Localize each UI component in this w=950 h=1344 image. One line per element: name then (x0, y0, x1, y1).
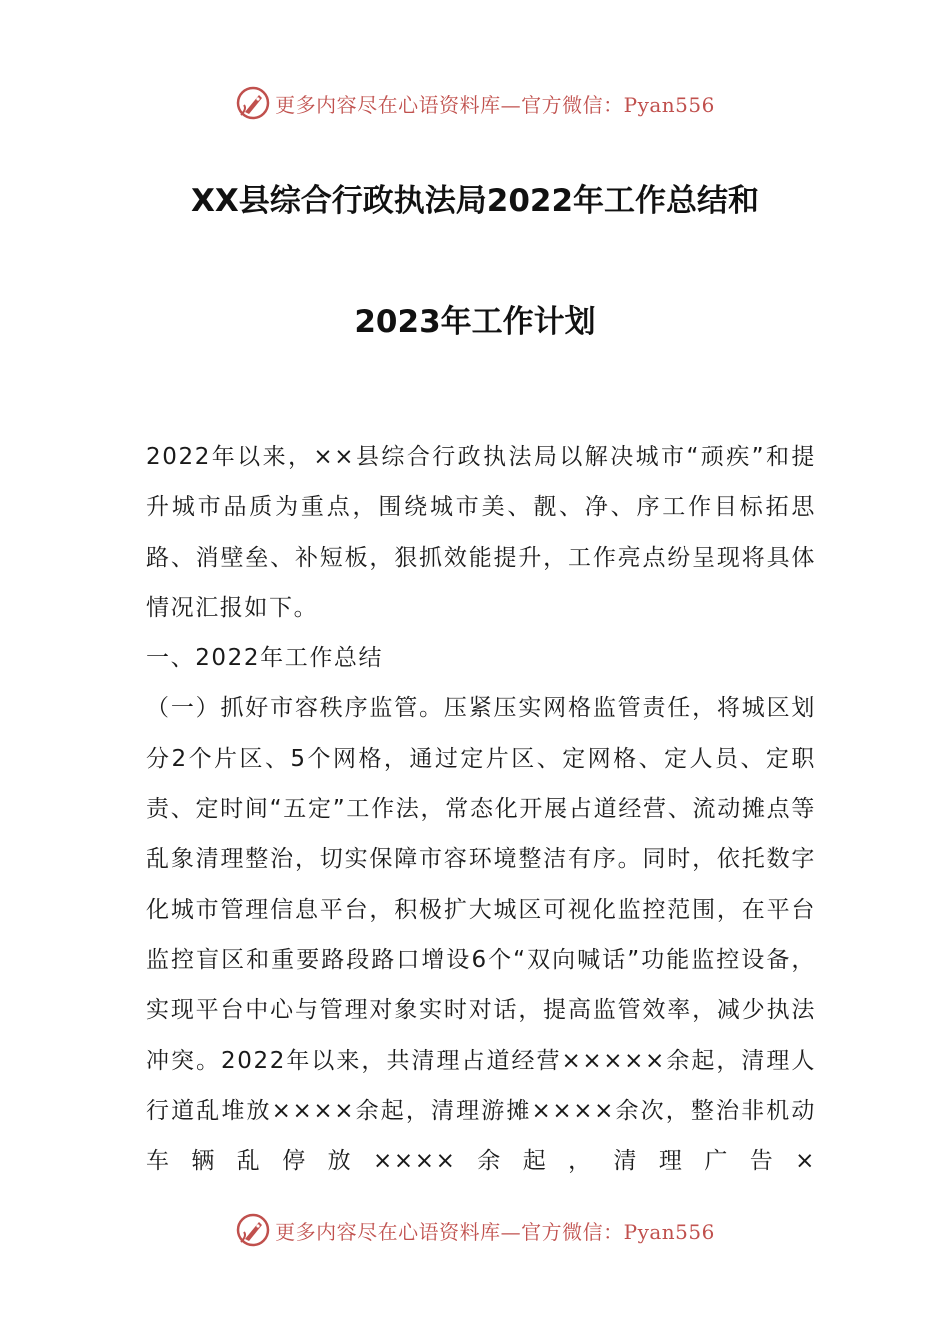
header-watermark (0, 83, 950, 123)
footer-watermark (0, 1210, 950, 1250)
document-title-line-2: 2023年工作计划 (354, 304, 596, 340)
pen-nib-logo-icon (235, 1212, 271, 1248)
document-title-line-1: XX县综合行政执法局2022年工作总结和 (190, 183, 760, 219)
intro-paragraph: 2022年以来，××县综合行政执法局以解决城市“顽疾”和提升城市品质为重点，围绕城市美、靓、净、序工作目标拓思路、消壁垒、补短板，狠抓效能提升，工作亮点纷呈现将具体情况汇报如下。 (146, 444, 816, 621)
watermark-text: 更多内容尽在心语资料库—官方微信：Pyan556 (275, 92, 715, 117)
section-item-paragraph: （一）抓好市容秩序监管。压紧压实网格监管责任，将城区划分2个片区、5个网格，通过定片区、定网格、定人员、定职责、定时间“五定”工作法，常态化开展占道经营、流动摊点等乱象清理整治，切实保障市容环境整洁有序。同时，依托数字化城市管理信息平台，积极扩大城区可视化监控范围，在平台监控盲区和重要路段路口增设6个“双向喊话”功能监控设备，实现平台中心与管理对象实时对话，提高监管效率，减少执法冲突。2022年以来，共清理占道经营×××××余起，清理人行道乱堆放××××余起，清理游摊××××余次，整治非机动车辆乱停放××××余起，清理广告× (146, 695, 816, 1175)
watermark-text: 更多内容尽在心语资料库—官方微信：Pyan556 (275, 1219, 715, 1244)
pen-nib-logo-icon (235, 85, 271, 121)
section-heading: 一、2022年工作总结 (146, 645, 384, 672)
document-body (146, 432, 816, 1186)
